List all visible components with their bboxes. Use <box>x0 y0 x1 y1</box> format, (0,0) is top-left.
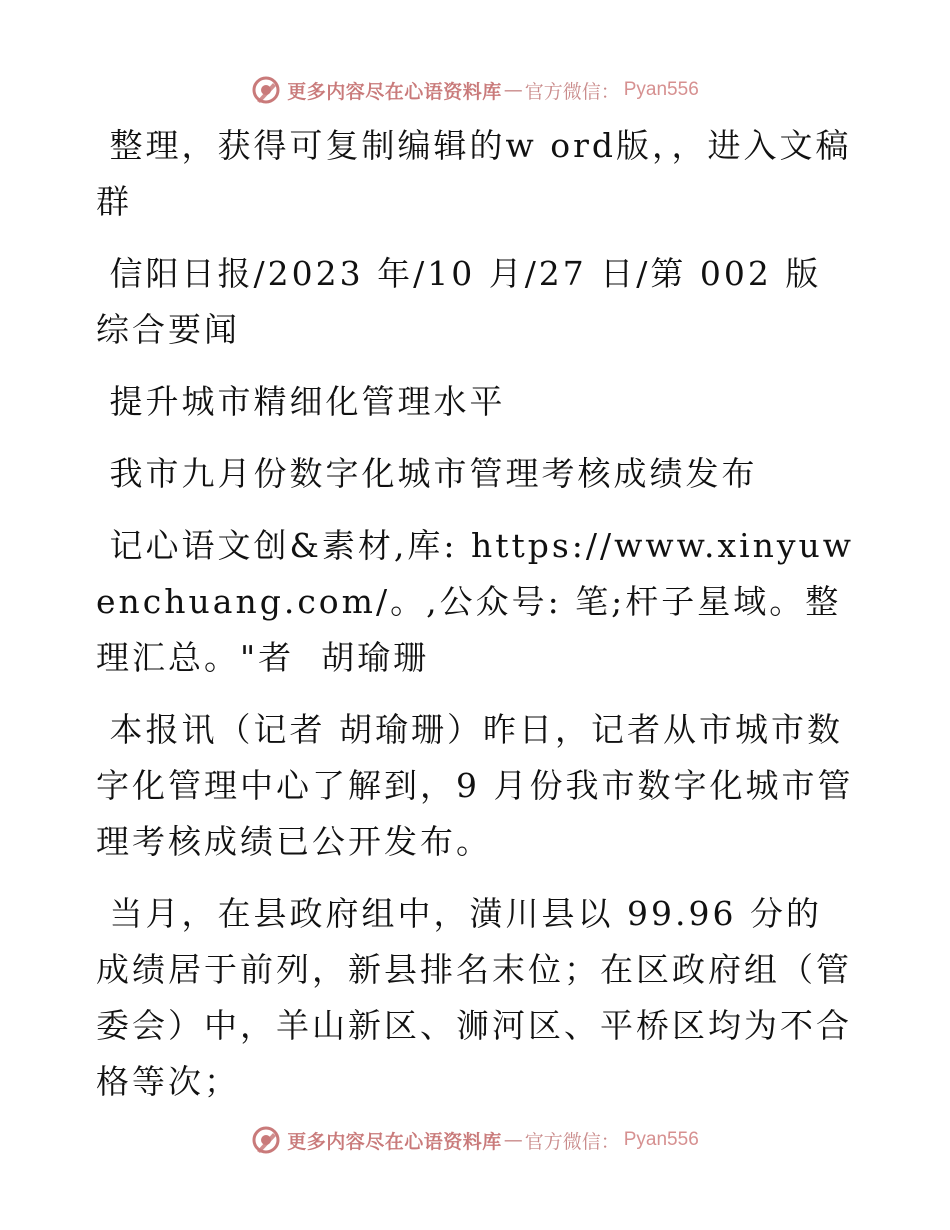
header-banner <box>0 70 950 110</box>
banner-wechat-id: Pyan556 <box>623 1129 699 1150</box>
paragraph-body: 当月，在县政府组中，潢川县以 99.96 分的成绩居于前列，新县排名末位；在区政府组（管委会）中，羊山新区、浉河区、平桥区均为不合格等次； <box>96 894 852 1101</box>
paragraph-intro: 整理，获得可复制编辑的w ord版，，进入文稿群 <box>96 126 852 221</box>
banner-brand-text: 更多内容尽在心语资料库 <box>287 1130 502 1153</box>
pen-logo-icon <box>251 75 281 105</box>
banner-wechat-label: 官方微信： <box>524 1130 620 1153</box>
paragraph-attribution: 记心语文创&素材,库: https://www.xinyuwenchuang.com/。,公众号: 笔;杆子星域。整理汇总。"者 胡瑜珊 <box>96 526 855 677</box>
paragraph-lead: 本报讯（记者 胡瑜珊）昨日，记者从市城市数字化管理中心了解到，9 月份我市数字化城市管理考核成绩已公开发布。 <box>96 710 854 861</box>
banner-wechat-id: Pyan556 <box>623 79 699 100</box>
banner-dash: — <box>503 79 523 101</box>
paragraph-source: 信阳日报/2023 年/10 月/27 日/第 002 版综合要闻 <box>96 254 822 349</box>
document-body <box>96 118 856 1126</box>
paragraph-headline: 提升城市精细化管理水平 <box>96 382 506 421</box>
footer-banner <box>0 1120 950 1160</box>
paragraph-subheadline: 我市九月份数字化城市管理考核成绩发布 <box>96 454 758 493</box>
banner-wechat-label: 官方微信： <box>524 80 620 103</box>
banner-brand-text: 更多内容尽在心语资料库 <box>287 80 502 103</box>
banner-dash: — <box>503 1129 523 1151</box>
pen-logo-icon <box>251 1125 281 1155</box>
